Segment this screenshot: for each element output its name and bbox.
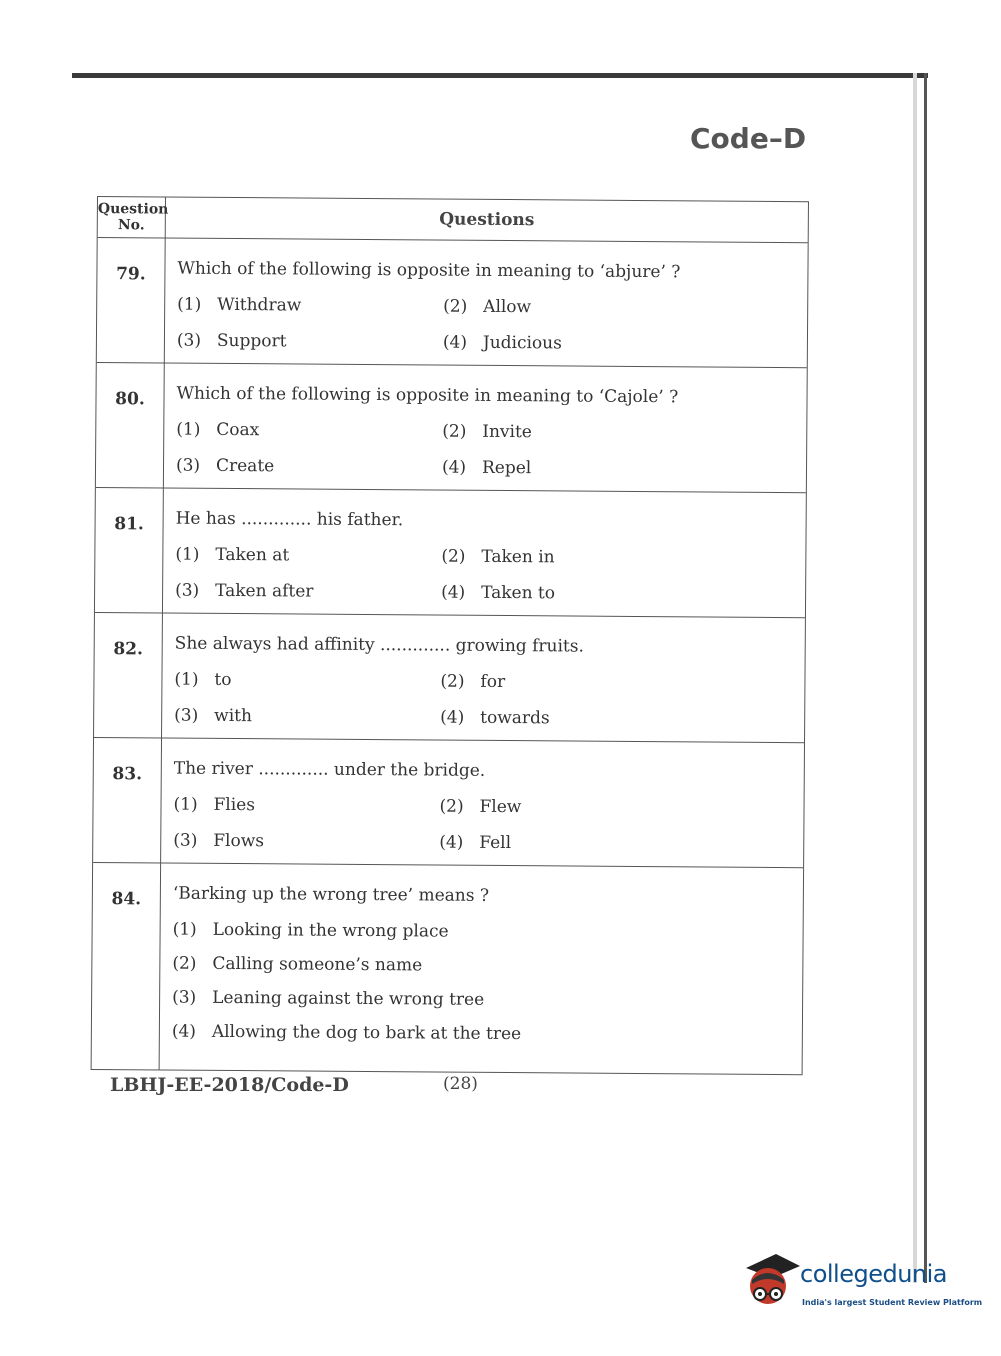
option-text: Flew xyxy=(479,796,522,818)
option-number: (1) xyxy=(177,294,202,315)
option-text: to xyxy=(214,669,232,690)
answer-option xyxy=(443,333,807,360)
question-cell xyxy=(165,239,808,368)
answer-option xyxy=(441,547,805,574)
answer-option xyxy=(175,545,441,571)
option-list xyxy=(175,545,805,610)
answer-option xyxy=(174,706,440,732)
option-list xyxy=(176,420,806,485)
question-number: 84. xyxy=(92,863,162,1069)
option-number: (4) xyxy=(441,457,467,478)
answer-option xyxy=(442,458,806,485)
answer-option xyxy=(176,456,442,482)
option-number: (2) xyxy=(439,796,464,817)
question-row xyxy=(95,488,806,618)
option-text: Flies xyxy=(213,794,256,816)
option-number: (4) xyxy=(440,707,465,728)
question-number: 83. xyxy=(93,738,162,862)
collegedunia-logo xyxy=(742,1250,983,1320)
answer-option xyxy=(175,581,441,607)
option-number: (3) xyxy=(174,705,199,726)
question-cell xyxy=(163,488,806,617)
option-text: Flows xyxy=(213,830,265,852)
answer-option xyxy=(173,920,803,949)
answer-option xyxy=(442,422,806,449)
question-number: 81. xyxy=(95,488,164,612)
question-text: Which of the following is opposite in meaning to ‘Cajole’ ? xyxy=(176,383,679,408)
scan-edge xyxy=(913,73,917,1283)
question-row xyxy=(96,363,807,493)
answer-option xyxy=(439,797,803,824)
option-number: (3) xyxy=(175,455,201,476)
answer-option xyxy=(173,795,439,821)
answer-option xyxy=(177,331,443,357)
option-text: Leaning against the wrong tree xyxy=(212,987,485,1010)
option-text: Calling someone’s name xyxy=(212,953,423,976)
question-row xyxy=(97,238,808,368)
col-header-question-no: Question No. xyxy=(98,197,166,237)
option-list xyxy=(173,795,803,860)
answer-option xyxy=(440,708,804,735)
answer-option xyxy=(173,831,439,857)
answer-option xyxy=(174,670,440,696)
table-body xyxy=(92,238,808,1074)
question-text: He has ............. his father. xyxy=(175,508,404,531)
option-number: (4) xyxy=(441,582,466,603)
footer-paper-code: LBHJ-EE-2018/Code-D xyxy=(110,1074,349,1096)
answer-option xyxy=(177,295,443,321)
option-text: with xyxy=(214,705,253,727)
option-number: (2) xyxy=(172,953,197,974)
option-number: (1) xyxy=(172,919,197,940)
option-text: Invite xyxy=(482,421,532,443)
answer-option xyxy=(443,297,807,324)
option-number: (4) xyxy=(439,832,464,853)
question-row xyxy=(94,613,805,743)
question-text: The river ............. under the bridge. xyxy=(173,758,486,781)
option-text: Repel xyxy=(481,457,532,479)
option-text: Fell xyxy=(479,832,512,854)
option-number: (3) xyxy=(172,987,197,1008)
option-list xyxy=(174,670,804,735)
logo-tagline: India's largest Student Review Platform xyxy=(802,1298,983,1307)
option-text: Create xyxy=(215,455,275,477)
answer-option xyxy=(172,988,802,1017)
answer-option xyxy=(172,954,802,983)
question-table xyxy=(91,196,809,1075)
option-text: Taken in xyxy=(481,546,555,568)
table-header xyxy=(98,197,808,243)
answer-option xyxy=(439,833,803,860)
option-text: Allow xyxy=(483,296,532,318)
option-number: (3) xyxy=(176,330,202,351)
option-number: (2) xyxy=(441,546,466,567)
option-number: (3) xyxy=(173,830,198,851)
option-number: (2) xyxy=(440,671,465,692)
option-text: towards xyxy=(480,707,550,729)
answer-option xyxy=(176,420,442,446)
col-header-questions: Questions xyxy=(439,209,535,231)
question-cell xyxy=(161,738,804,867)
option-text: Allowing the dog to bark at the tree xyxy=(211,1021,522,1045)
option-text: Withdraw xyxy=(217,294,302,316)
question-number: 82. xyxy=(94,613,163,737)
option-text: Support xyxy=(216,330,287,352)
mascot-icon xyxy=(742,1250,802,1312)
question-cell xyxy=(164,364,807,493)
question-row xyxy=(92,863,803,1074)
question-cell xyxy=(162,613,805,742)
option-text: Taken to xyxy=(481,582,556,604)
option-text: Taken at xyxy=(215,544,290,566)
question-number: 79. xyxy=(97,238,166,362)
option-list xyxy=(172,920,803,1051)
answer-option xyxy=(172,1022,802,1051)
option-text: for xyxy=(480,671,506,693)
question-text: She always had affinity ............. growing fruits. xyxy=(174,633,584,657)
answer-option xyxy=(440,672,804,699)
question-row xyxy=(93,738,804,868)
option-text: Judicious xyxy=(482,332,562,354)
question-text: Which of the following is opposite in meaning to ‘abjure’ ? xyxy=(177,258,681,283)
question-number: 80. xyxy=(96,363,165,487)
option-number: (1) xyxy=(175,544,200,565)
option-text: Taken after xyxy=(215,580,314,602)
option-text: Looking in the wrong place xyxy=(212,919,449,942)
option-number: (1) xyxy=(176,419,201,440)
scan-edge-dark xyxy=(924,73,927,1283)
question-text: ‘Barking up the wrong tree’ means ? xyxy=(172,883,490,906)
option-number: (4) xyxy=(442,332,468,353)
logo-wordmark: collegedunia xyxy=(800,1260,948,1288)
option-number: (2) xyxy=(443,296,468,317)
option-number: (1) xyxy=(174,669,199,690)
option-number: (1) xyxy=(173,794,198,815)
code-heading: Code–D xyxy=(690,122,807,155)
option-number: (3) xyxy=(175,580,200,601)
question-cell xyxy=(160,863,803,1074)
option-number: (4) xyxy=(171,1021,197,1042)
option-list xyxy=(177,295,807,360)
answer-option xyxy=(441,583,805,610)
option-number: (2) xyxy=(442,421,467,442)
page-number: (28) xyxy=(443,1074,478,1094)
top-rule xyxy=(72,73,928,78)
option-text: Coax xyxy=(216,419,260,441)
